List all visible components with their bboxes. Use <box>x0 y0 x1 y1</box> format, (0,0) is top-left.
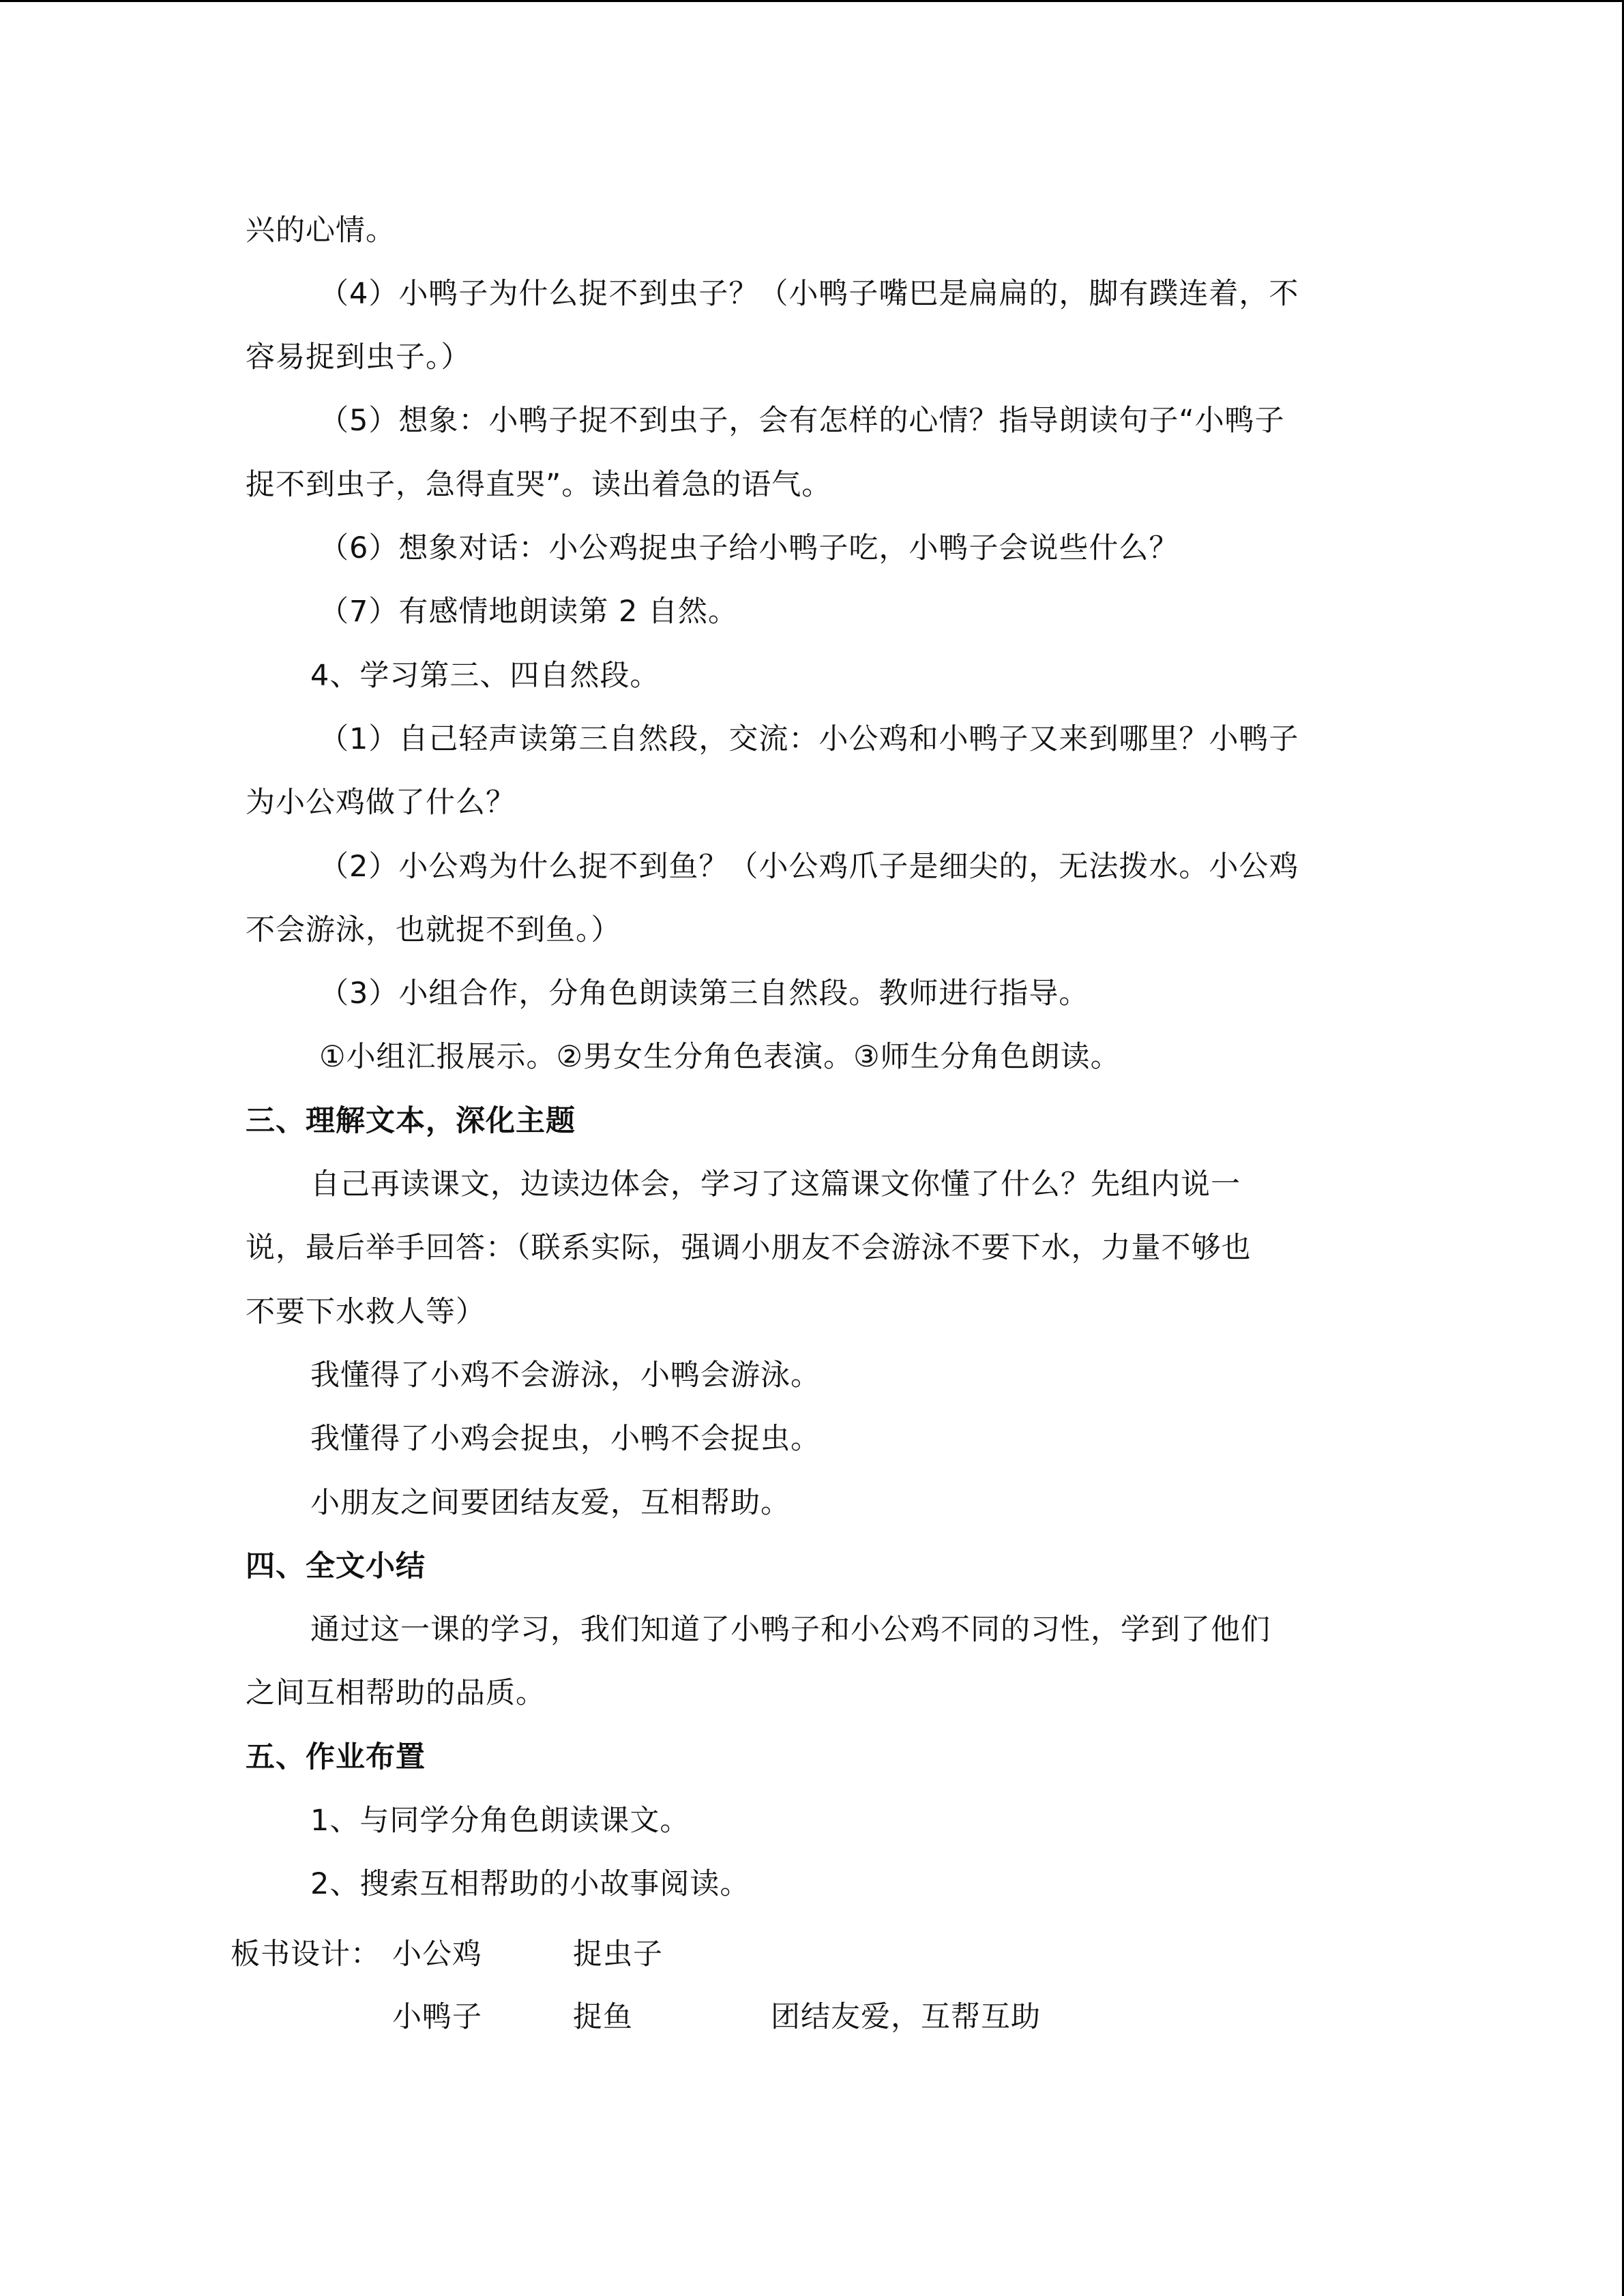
paragraph-line: （4）小鸭子为什么捉不到虫子？（小鸭子嘴巴是扁扁的，脚有蹼连着，不 <box>319 277 1299 311</box>
paragraph-line: （2）小公鸡为什么捉不到鱼？（小公鸡爪子是细尖的，无法拨水。小公鸡 <box>319 850 1299 884</box>
paragraph-line: （5）想象：小鸭子捉不到虫子，会有怎样的心情？指导朗读句子“小鸭子 <box>319 404 1285 438</box>
paragraph-line: 我懂得了小鸡不会游泳，小鸭会游泳。 <box>310 1358 821 1392</box>
paragraph-line: 兴的心情。 <box>246 213 396 248</box>
paragraph-line: 4、学习第三、四自然段。 <box>310 659 660 693</box>
paragraph-line: 说，最后举手回答：（联系实际，强调小朋友不会游泳不要下水，力量不够也 <box>246 1231 1252 1265</box>
paragraph-line: 我懂得了小鸡会捉虫，小鸭不会捉虫。 <box>310 1422 821 1456</box>
paragraph-line: （7）有感情地朗读第 2 自然。 <box>319 595 739 629</box>
paragraph-line: 之间互相帮助的品质。 <box>246 1676 546 1710</box>
paragraph-line: （1）自己轻声读第三自然段，交流：小公鸡和小鸭子又来到哪里？小鸭子 <box>319 722 1299 756</box>
board-item: 捉虫子 <box>573 1937 663 1971</box>
paragraph-line: 1、与同学分角色朗读课文。 <box>310 1804 690 1838</box>
paragraph-line: 为小公鸡做了什么？ <box>246 786 516 820</box>
paragraph-line: 2、搜索互相帮助的小故事阅读。 <box>310 1867 750 1901</box>
paragraph-line: 捉不到虫子，急得直哭”。读出着急的语气。 <box>246 468 832 502</box>
paragraph-line: 容易捉到虫子。） <box>246 340 471 374</box>
board-item: 小公鸡 <box>392 1937 482 1971</box>
paragraph-line: ①小组汇报展示。②男女生分角色表演。③师生分角色朗读。 <box>319 1040 1121 1074</box>
board-design-label: 板书设计： <box>231 1937 381 1971</box>
section-heading: 四、全文小结 <box>246 1549 426 1583</box>
section-heading: 三、理解文本，深化主题 <box>246 1104 576 1138</box>
paragraph-line: （6）想象对话：小公鸡捉虫子给小鸭子吃，小鸭子会说些什么？ <box>319 531 1179 565</box>
board-item: 团结友爱，互帮互助 <box>771 2000 1041 2034</box>
paragraph-line: 不会游泳，也就捉不到鱼。） <box>246 913 621 947</box>
paragraph-line: 自己再读课文，边读边体会，学习了这篇课文你懂了什么？先组内说一 <box>310 1167 1241 1202</box>
paragraph-line: （3）小组合作，分角色朗读第三自然段。教师进行指导。 <box>319 976 1089 1011</box>
paragraph-line: 通过这一课的学习，我们知道了小鸭子和小公鸡不同的习性，学到了他们 <box>310 1613 1271 1647</box>
section-heading: 五、作业布置 <box>246 1740 426 1774</box>
paragraph-line: 小朋友之间要团结友爱，互相帮助。 <box>310 1486 791 1520</box>
paragraph-line: 不要下水救人等） <box>246 1295 486 1329</box>
board-item: 小鸭子 <box>392 2000 482 2034</box>
board-item: 捉鱼 <box>573 2000 633 2034</box>
